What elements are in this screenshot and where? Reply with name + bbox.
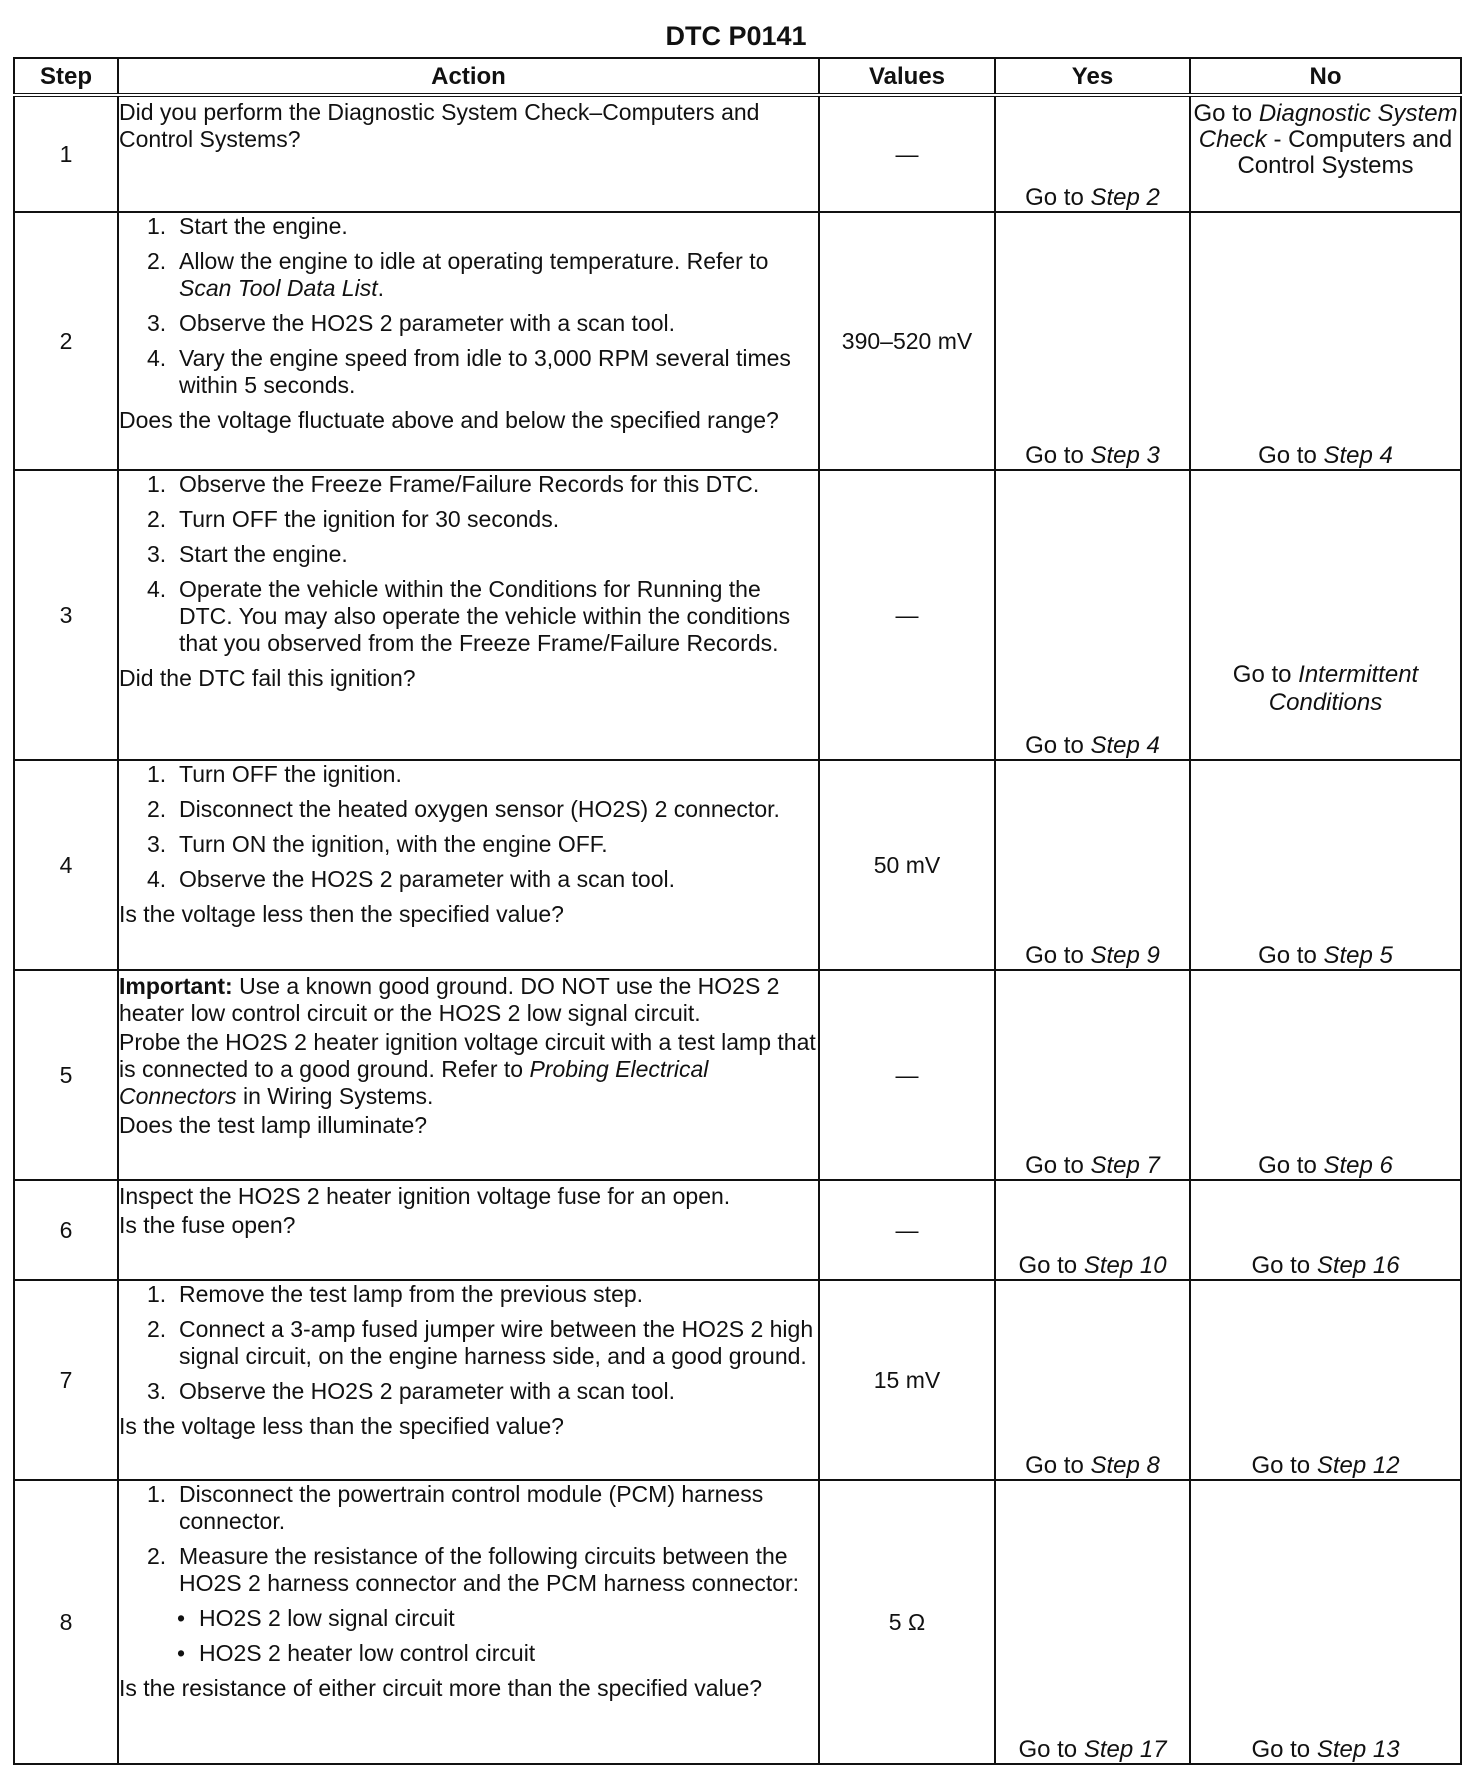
item-text: Observe the HO2S 2 parameter with a scan tool. <box>179 1378 676 1404</box>
item-text: Disconnect the powertrain control module (PCM) harness connector. <box>179 1481 764 1534</box>
table-row <box>14 1280 1461 1480</box>
item-text: Observe the Freeze Frame/Failure Records for this DTC. <box>179 471 760 497</box>
yes-cell <box>995 1280 1190 1480</box>
para-after: in Wiring Systems. <box>236 1083 434 1109</box>
no-prefix: Go to <box>1258 942 1324 969</box>
no-prefix: Go to <box>1258 1152 1324 1179</box>
action-item <box>147 576 818 657</box>
item-ref[interactable]: Scan Tool Data List <box>179 275 378 301</box>
action-item <box>147 831 818 858</box>
action-item <box>147 1481 818 1535</box>
value-cell: 50 mV <box>819 760 995 970</box>
item-number: 1. <box>147 1481 167 1507</box>
no-cell <box>1190 95 1461 212</box>
no-prefix: Go to <box>1251 1252 1317 1279</box>
yes-prefix: Go to <box>1018 1736 1084 1763</box>
no-link[interactable]: Step 13 <box>1316 1736 1400 1763</box>
no-link[interactable]: Step 16 <box>1316 1252 1400 1279</box>
action-item <box>147 541 818 568</box>
yes-link[interactable]: Step 8 <box>1090 1452 1160 1479</box>
table-row <box>14 970 1461 1180</box>
bullet: • <box>177 1640 186 1666</box>
bullet: • <box>177 1605 186 1631</box>
important-note <box>119 973 818 1027</box>
value-cell: — <box>819 95 995 212</box>
yes-cell <box>995 970 1190 1180</box>
item-text: Start the engine. <box>179 213 348 239</box>
action-item <box>147 796 818 823</box>
item-text: Turn OFF the ignition. <box>179 761 402 787</box>
value-cell: — <box>819 970 995 1180</box>
item-number: 1. <box>147 761 167 787</box>
yes-prefix: Go to <box>1025 1452 1091 1479</box>
yes-prefix: Go to <box>1025 732 1091 759</box>
yes-prefix: Go to <box>1025 1152 1091 1179</box>
table-header-row <box>14 58 1461 95</box>
item-text: Observe the HO2S 2 parameter with a scan tool. <box>179 866 676 892</box>
item-number: 2. <box>147 1543 167 1569</box>
circuit-text: HO2S 2 heater low control circuit <box>199 1640 536 1666</box>
no-prefix: Go to <box>1193 100 1259 127</box>
header-yes: Yes <box>995 58 1190 95</box>
item-text: Connect a 3-amp fused jumper wire between the HO2S 2 high signal circuit, on the engine harness side, and a good ground. <box>179 1316 814 1369</box>
step-number: 5 <box>14 970 118 1180</box>
step-number: 2 <box>14 212 118 470</box>
item-number: 3. <box>147 831 167 857</box>
table-row <box>14 212 1461 470</box>
item-text: Vary the engine speed from idle to 3,000 RPM several times within 5 seconds. <box>179 345 791 398</box>
action-list <box>119 471 818 657</box>
step-number: 7 <box>14 1280 118 1480</box>
action-cell <box>118 1280 819 1480</box>
item-number: 3. <box>147 541 167 567</box>
item-number: 1. <box>147 471 167 497</box>
action-item <box>147 345 818 399</box>
header-values: Values <box>819 58 995 95</box>
value-cell: — <box>819 470 995 760</box>
value-cell: 5 Ω <box>819 1480 995 1764</box>
no-prefix: Go to <box>1258 442 1324 469</box>
item-after: . <box>377 275 384 301</box>
item-text: Start the engine. <box>179 541 348 567</box>
step-number: 8 <box>14 1480 118 1764</box>
no-link[interactable]: Step 12 <box>1316 1452 1400 1479</box>
item-number: 2. <box>147 506 167 532</box>
yes-link[interactable]: Step 9 <box>1090 942 1160 969</box>
yes-cell <box>995 760 1190 970</box>
para-text: Probe the HO2S 2 heater ignition voltage circuit with a test lamp that is connected to a good ground. Refer to <box>119 1029 816 1082</box>
yes-cell <box>995 470 1190 760</box>
no-prefix: Go to <box>1232 661 1299 688</box>
item-number: 1. <box>147 1281 167 1307</box>
action-item <box>147 1378 818 1405</box>
no-cell <box>1190 1280 1461 1480</box>
circuit-item <box>177 1605 818 1632</box>
item-number: 2. <box>147 248 167 274</box>
value-cell: 15 mV <box>819 1280 995 1480</box>
yes-prefix: Go to <box>1025 942 1091 969</box>
yes-link[interactable]: Step 4 <box>1090 732 1160 759</box>
item-number: 4. <box>147 576 167 602</box>
item-number: 4. <box>147 345 167 371</box>
action-cell <box>118 212 819 470</box>
no-prefix: Go to <box>1251 1452 1317 1479</box>
important-text: Use a known good ground. DO NOT use the HO2S 2 heater low control circuit or the HO2S 2 low signal circuit. <box>119 973 780 1026</box>
action-item <box>147 471 818 498</box>
table-row <box>14 1180 1461 1280</box>
item-number: 1. <box>147 213 167 239</box>
circuit-list <box>119 1605 818 1667</box>
action-item <box>147 1543 818 1597</box>
no-link[interactable]: Step 4 <box>1323 442 1393 469</box>
action-list <box>119 1481 818 1597</box>
action-text: Did you perform the Diagnostic System Check–Computers and Control Systems? <box>119 99 760 152</box>
action-list <box>119 213 818 399</box>
item-text: Operate the vehicle within the Conditions for Running the DTC. You may also operate the vehicle within the conditions that you observed from the Freeze Frame/Failure Records. <box>179 576 791 656</box>
action-item <box>147 1281 818 1308</box>
no-link[interactable]: Diagnostic System Check <box>1198 100 1458 153</box>
action-question: Is the voltage less then the specified value? <box>119 901 564 927</box>
no-suffix: - Computers and Control Systems <box>1237 126 1453 179</box>
table-row <box>14 95 1461 212</box>
item-number: 4. <box>147 866 167 892</box>
step-number: 6 <box>14 1180 118 1280</box>
action-item <box>147 866 818 893</box>
action-item <box>147 1316 818 1370</box>
action-item <box>147 213 818 240</box>
circuit-text: HO2S 2 low signal circuit <box>199 1605 455 1631</box>
no-link[interactable]: Step 5 <box>1323 942 1393 969</box>
action-cell <box>118 95 819 212</box>
item-number: 3. <box>147 310 167 336</box>
table-row <box>14 1480 1461 1764</box>
important-label: Important: <box>119 973 233 999</box>
para-ref[interactable]: Probing Electrical Connectors <box>119 1056 709 1109</box>
action-cell <box>118 1180 819 1280</box>
action-question: Is the fuse open? <box>119 1212 296 1238</box>
action-item <box>147 761 818 788</box>
action-paragraph <box>119 1029 818 1110</box>
action-cell <box>118 1480 819 1764</box>
yes-cell <box>995 1480 1190 1764</box>
action-list <box>119 1281 818 1405</box>
no-link[interactable]: Intermittent Conditions <box>1268 661 1419 716</box>
page-title: DTC P0141 <box>665 21 807 51</box>
action-item <box>147 506 818 533</box>
header-action: Action <box>118 58 819 95</box>
yes-link[interactable]: Step 3 <box>1090 442 1160 469</box>
no-cell <box>1190 970 1461 1180</box>
action-question: Is the resistance of either circuit more than the specified value? <box>119 1675 763 1701</box>
item-text: Turn OFF the ignition for 30 seconds. <box>179 506 560 532</box>
action-text: Inspect the HO2S 2 heater ignition voltage fuse for an open. <box>119 1183 731 1209</box>
action-question: Does the voltage fluctuate above and below the specified range? <box>119 407 779 433</box>
yes-cell <box>995 212 1190 470</box>
step-number: 4 <box>14 760 118 970</box>
item-text: Measure the resistance of the following circuits between the HO2S 2 harness connector and the PCM harness connector: <box>179 1543 800 1596</box>
yes-cell <box>995 1180 1190 1280</box>
circuit-item <box>177 1640 818 1667</box>
item-text: Turn ON the ignition, with the engine OFF. <box>179 831 608 857</box>
action-item <box>147 310 818 337</box>
yes-prefix: Go to <box>1018 1252 1084 1279</box>
yes-prefix: Go to <box>1025 442 1091 469</box>
table-row <box>14 470 1461 760</box>
no-cell <box>1190 1480 1461 1764</box>
yes-link[interactable]: Step 17 <box>1083 1736 1167 1763</box>
action-item <box>147 248 818 302</box>
action-question: Is the voltage less than the specified value? <box>119 1413 564 1439</box>
item-text: Remove the test lamp from the previous step. <box>179 1281 644 1307</box>
item-text: Observe the HO2S 2 parameter with a scan tool. <box>179 310 676 336</box>
value-cell: — <box>819 1180 995 1280</box>
yes-cell <box>995 95 1190 212</box>
yes-prefix: Go to <box>1025 184 1091 211</box>
action-cell <box>118 760 819 970</box>
no-prefix: Go to <box>1251 1736 1317 1763</box>
action-question: Does the test lamp illuminate? <box>119 1112 428 1138</box>
action-question: Did the DTC fail this ignition? <box>119 665 416 691</box>
yes-link[interactable]: Step 7 <box>1090 1152 1160 1179</box>
action-cell <box>118 970 819 1180</box>
action-cell <box>118 470 819 760</box>
no-cell <box>1190 212 1461 470</box>
yes-link[interactable]: Step 2 <box>1090 184 1160 211</box>
item-number: 2. <box>147 1316 167 1342</box>
item-text: Disconnect the heated oxygen sensor (HO2S) 2 connector. <box>179 796 780 822</box>
item-number: 3. <box>147 1378 167 1404</box>
step-number: 1 <box>14 95 118 212</box>
no-cell <box>1190 1180 1461 1280</box>
no-link[interactable]: Step 6 <box>1323 1152 1393 1179</box>
no-cell <box>1190 470 1461 760</box>
step-number: 3 <box>14 470 118 760</box>
table-row <box>14 760 1461 970</box>
diagnostic-table <box>13 57 1462 1765</box>
value-cell: 390–520 mV <box>819 212 995 470</box>
action-list <box>119 761 818 893</box>
header-step: Step <box>14 58 118 95</box>
no-cell <box>1190 760 1461 970</box>
header-no: No <box>1190 58 1461 95</box>
item-number: 2. <box>147 796 167 822</box>
item-text: Allow the engine to idle at operating temperature. Refer to <box>179 248 769 274</box>
yes-link[interactable]: Step 10 <box>1083 1252 1167 1279</box>
